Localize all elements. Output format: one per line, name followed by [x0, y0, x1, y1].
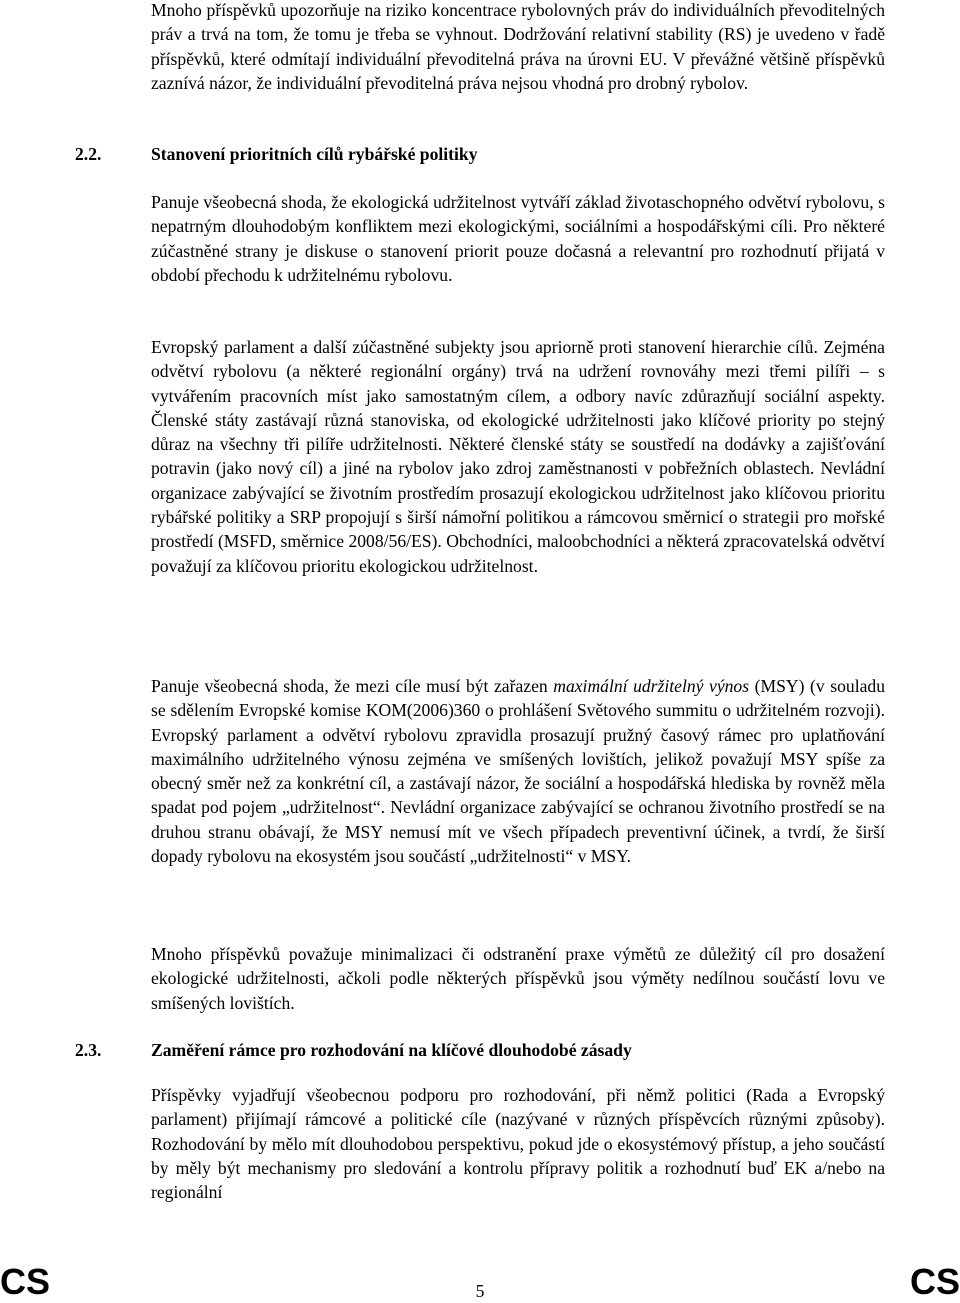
- footer-language-left: CS: [0, 1261, 51, 1302]
- footer-language-right: CS: [909, 1261, 960, 1302]
- paragraph-intro: Mnoho příspěvků upozorňuje na riziko koncentrace rybolovných práv do individuálních převoditelných práv a trvá na tom, že tomu je třeba se vyhnout. Dodržování relativní stability (RS) je uvedeno v řadě příspěvků, které odmítají individuální převoditelná práva na úrovni EU. V převážné většině příspěvků zaznívá názor, že individuální převoditelná práva nejsou vhodná pro drobný rybolov.: [151, 0, 885, 93]
- italic-term: maximální udržitelný výnos: [553, 676, 750, 696]
- section-title: Stanovení prioritních cílů rybářské politiky: [151, 144, 478, 164]
- paragraph-text: Panuje všeobecná shoda, že mezi cíle musí být zařazen: [151, 676, 554, 696]
- paragraph-2-2-2: Evropský parlament a další zúčastněné subjekty jsou apriorně proti stanovení hierarchie cílů. Zejména odvětví rybolovu (a některé regionální orgány) trvá na udržení rovnováhy mezi třemi pilíři – s vytvářením pracovních míst jako samostatným cílem, a odbory navíc zdůrazňují sociální aspekty. Členské státy zastávají různá stanoviska, od ekologické udržitelnosti jako klíčové priority po stejný důraz na všechny tři pilíře udržitelnosti. Některé členské státy se soustředí na dodávky a zajišťování potravin (jako nový cíl) a jiné na rybolov jako zdroj zaměstnanosti v pobřežních oblastech. Nevládní organizace zabývající se životním prostředím prosazují ekologickou udržitelnost jako klíčovou prioritu rybářské politiky a SRP propojují s širší námořní politikou a rámcovou směrnicí o strategii pro mořské prostředí (MSFD, směrnice 2008/56/ES). Obchodníci, maloobchodníci a některá zpracovatelská odvětví považují za klíčovou prioritu ekologickou udržitelnost.: [151, 337, 885, 576]
- section-title: Zaměření rámce pro rozhodování na klíčové dlouhodobé zásady: [151, 1040, 632, 1060]
- section-number: 2.2.: [75, 144, 102, 164]
- section-number: 2.3.: [75, 1040, 102, 1060]
- paragraph-2-2-3: [151, 674, 885, 868]
- section-heading-2-2: [75, 142, 905, 166]
- paragraph-text: (MSY) (v souladu se sdělením Evropské komise KOM(2006)360 o prohlášení Světového summitu o udržitelném rozvoji). Evropský parlament a odvětví rybolovu zpravidla prosazují pružný časový rámec pro uplatňování maximálního udržitelného výnosu zejména ve smíšených lovištích, jelikož považují MSY spíše za obecný směr než za konkrétní cíl, a zastávají názor, že sociální a hospodářská hlediska by rovněž měla spadat pod pojem „udržitelnost“. Nevládní organizace zabývající se ochranou životního prostředí se na druhou stranu obávají, že MSY nemusí mít ve všech případech preventivní účinek, a tvrdí, že širší dopady rybolovu na ekosystém jsou součástí „udržitelnosti“ v MSY.: [151, 676, 885, 867]
- paragraph-2-2-1: Panuje všeobecná shoda, že ekologická udržitelnost vytváří základ životaschopného odvětví rybolovu, s nepatrným dlouhodobým konfliktem mezi ekologickými, sociálními a hospodářskými cíli. Pro některé zúčastněné strany je diskuse o stanovení priorit pouze dočasná a relevantní pro rozhodnutí přijatá v období přechodu k udržitelnému rybolovu.: [151, 192, 885, 285]
- page-number: 5: [475, 1281, 485, 1301]
- paragraph-2-3-1: Příspěvky vyjadřují všeobecnou podporu pro rozhodování, při němž politici (Rada a Evropský parlament) přijímají rámcové a politické cíle (nazývané v různých příspěvcích různými způsoby). Rozhodování by mělo mít dlouhodobou perspektivu, pokud jde o ekosystémový přístup, a jeho součástí by měly být mechanismy pro sledování a kontrolu přípravy politik a rozhodnutí buď EK a/nebo na regionální: [151, 1085, 885, 1203]
- section-heading-2-3: [75, 1038, 905, 1062]
- paragraph-2-2-4: Mnoho příspěvků považuje minimalizaci či odstranění praxe výmětů ze důležitý cíl pro dosažení ekologické udržitelnosti, ačkoli podle některých příspěvků jsou výměty nedílnou součástí lovu ve smíšených lovištích.: [151, 944, 885, 1013]
